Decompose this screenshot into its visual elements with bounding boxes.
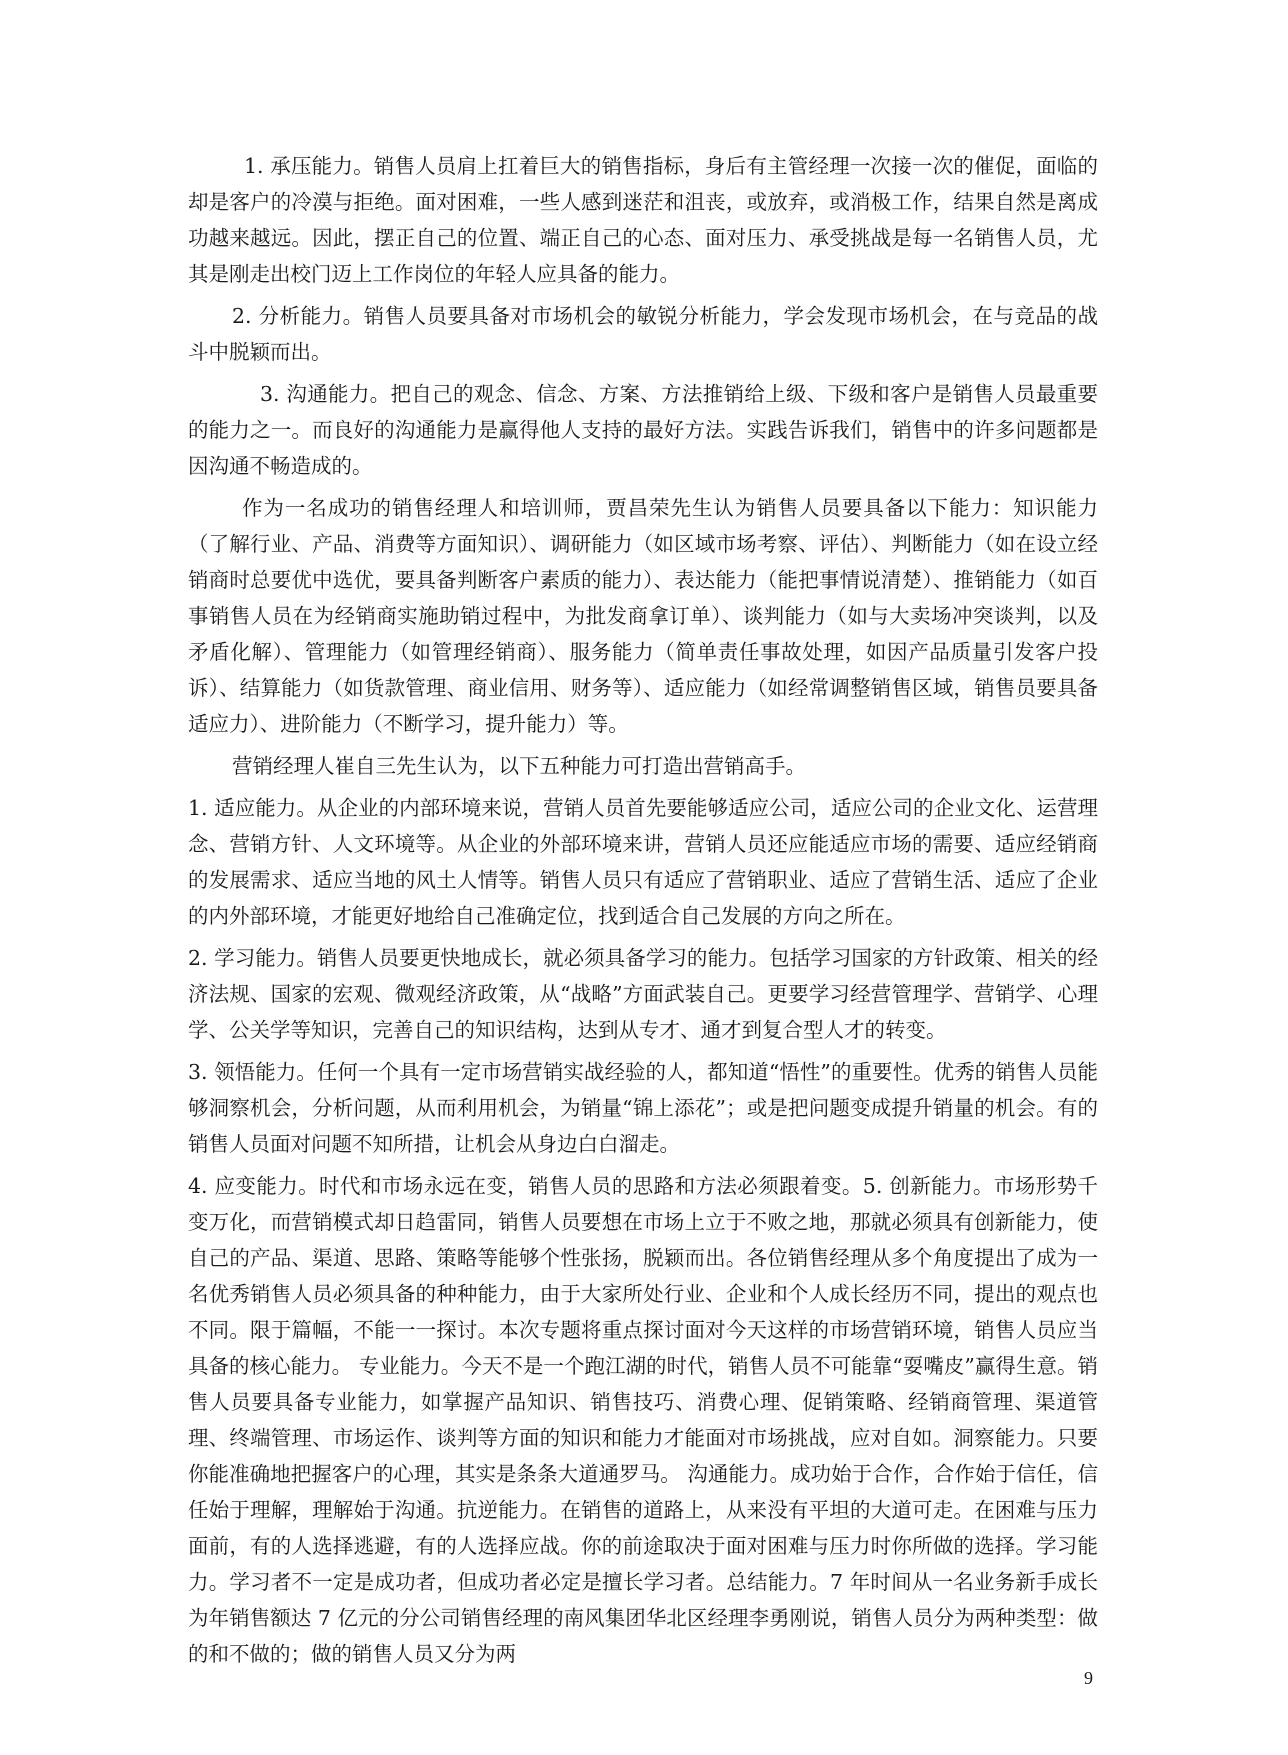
paragraph-adaptation-ability: 1. 适应能力。从企业的内部环境来说，营销人员首先要能够适应公司，适应公司的企业文化、运营理念、营销方针、人文环境等。从企业的外部环境来讲，营销人员还应能适应市场的需要、适应经销商的发展需求、适应当地的风土人情等。销售人员只有适应了营销职业、适应了营销生活、适应了企业的内外部环境，才能更好地给自己准确定位，找到适合自己发展的方向之所在。	[188, 796, 1098, 928]
paragraph-analysis-ability: 2. 分析能力。销售人员要具备对市场机会的敏锐分析能力，学会发现市场机会，在与竞品的战斗中脱颖而出。	[188, 304, 1098, 364]
paragraph-jia-changrong-view: 作为一名成功的销售经理人和培训师，贾昌荣先生认为销售人员要具备以下能力：知识能力（了解行业、产品、消费等方面知识）、调研能力（如区域市场考察、评估）、判断能力（如在设立经销商时总要优中选优，要具备判断客户素质的能力）、表达能力（能把事情说清楚）、推销能力（如百事销售人员在为经销商实施助销过程中，为批发商拿订单）、谈判能力（如与大卖场冲突谈判，以及矛盾化解）、管理能力（如管理经销商）、服务能力（简单责任事故处理，如因产品质量引发客户投诉）、结算能力（如货款管理、商业信用、财务等）、适应能力（如经常调整销售区域，销售员要具备适应力）、进阶能力（不断学习，提升能力）等。	[188, 496, 1098, 736]
paragraph-insight-ability: 3. 领悟能力。任何一个具有一定市场营销实战经验的人，都知道“悟性”的重要性。优秀的销售人员能够洞察机会，分析问题，从而利用机会，为销量“锦上添花”；或是把问题变成提升销量的机会。有的销售人员面对问题不知所措，让机会从身边白白溜走。	[188, 1060, 1098, 1156]
paragraph-adaptability-innovation: 4. 应变能力。时代和市场永远在变，销售人员的思路和方法必须跟着变。5. 创新能力。市场形势千变万化，而营销模式却日趋雷同，销售人员要想在市场上立于不败之地，那就必须具有创新能力，使自己的产品、渠道、思路、策略等能够个性张扬，脱颖而出。各位销售经理从多个角度提出了成为一名优秀销售人员必须具备的种种能力，由于大家所处行业、企业和个人成长经历不同，提出的观点也不同。限于篇幅，不能一一探讨。本次专题将重点探讨面对今天这样的市场营销环境，销售人员应当具备的核心能力。 专业能力。今天不是一个跑江湖的时代，销售人员不可能靠“耍嘴皮”赢得生意。销售人员要具备专业能力，如掌握产品知识、销售技巧、消费心理、促销策略、经销商管理、渠道管理、终端管理、市场运作、谈判等方面的知识和能力才能面对市场挑战，应对自如。洞察能力。只要你能准确地把握客户的心理，其实是条条大道通罗马。 沟通能力。成功始于合作，合作始于信任，信任始于理解，理解始于沟通。抗逆能力。在销售的道路上，从来没有平坦的大道可走。在困难与压力面前，有的人选择逃避，有的人选择应战。你的前途取决于面对困难与压力时你所做的选择。学习能力。学习者不一定是成功者，但成功者必定是擅长学习者。总结能力。7 年时间从一名业务新手成长为年销售额达 7 亿元的分公司销售经理的南风集团华北区经理李勇刚说，销售人员分为两种类型：做的和不做的；做的销售人员又分为两	[188, 1174, 1098, 1666]
paragraph-communication-ability: 3. 沟通能力。把自己的观念、信念、方案、方法推销给上级、下级和客户是销售人员最重要的能力之一。而良好的沟通能力是赢得他人支持的最好方法。实践告诉我们，销售中的许多问题都是因沟通不畅造成的。	[188, 382, 1098, 478]
paragraph-learning-ability: 2. 学习能力。销售人员要更快地成长，就必须具备学习的能力。包括学习国家的方针政策、相关的经济法规、国家的宏观、微观经济政策，从“战略”方面武装自己。更要学习经营管理学、营销学、心理学、公关学等知识，完善自己的知识结构，达到从专才、通才到复合型人才的转变。	[188, 946, 1098, 1042]
paragraph-pressure-ability: 1. 承压能力。销售人员肩上扛着巨大的销售指标，身后有主管经理一次接一次的催促，面临的却是客户的冷漠与拒绝。面对困难，一些人感到迷茫和沮丧，或放弃，或消极工作，结果自然是离成功越来越远。因此，摆正自己的位置、端正自己的心态、面对压力、承受挑战是每一名销售人员，尤其是刚走出校门迈上工作岗位的年轻人应具备的能力。	[188, 154, 1098, 286]
document-body	[188, 148, 1098, 1678]
paragraph-cui-zisan-intro: 营销经理人崔自三先生认为，以下五种能力可打造出营销高手。	[232, 754, 806, 778]
page-number: 9	[1084, 1668, 1093, 1688]
